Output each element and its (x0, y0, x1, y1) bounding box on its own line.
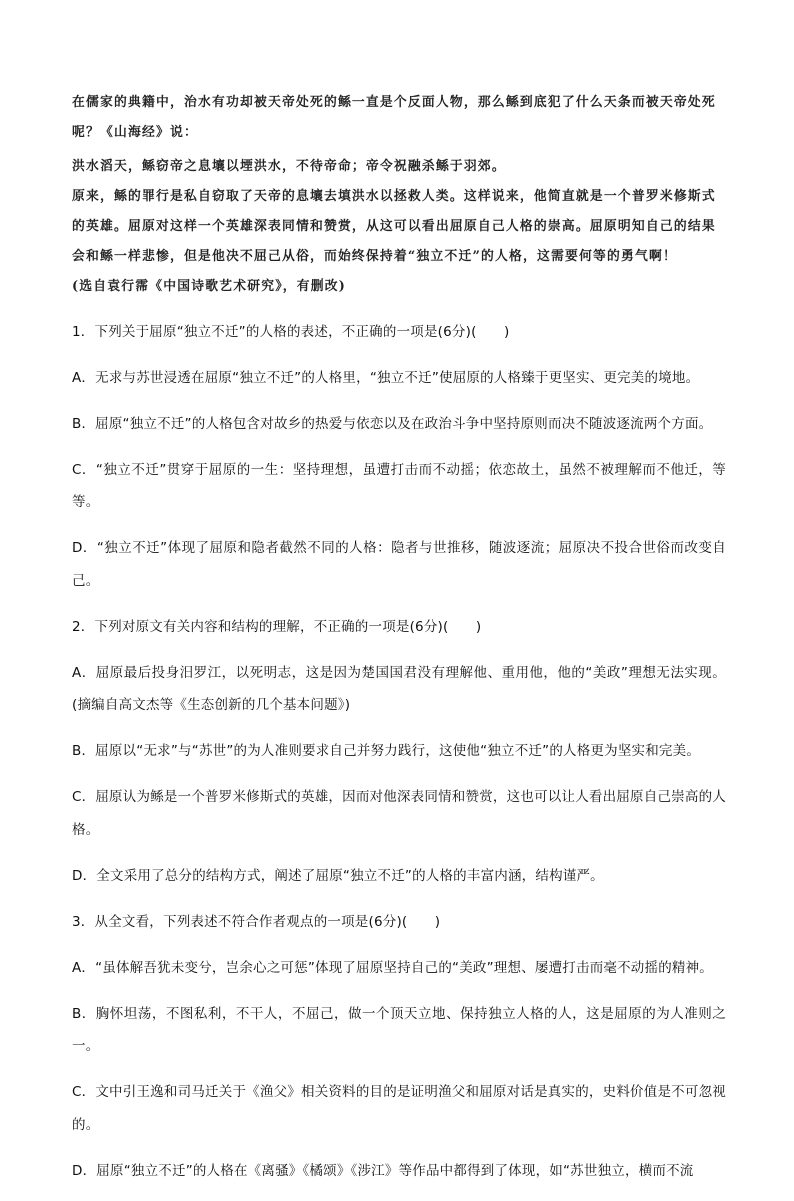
question-2 (72, 611, 726, 893)
question-stem: 3．从全文看，下列表述不符合作者观点的一项是(6分)( ) (72, 913, 441, 930)
question-3 (72, 906, 726, 1188)
question-stem: 1．下列关于屈原“独立不迁”的人格的表述，不正确的一项是(6分)( ) (72, 323, 510, 340)
option-b: B．屈原以“无求”与“苏世”的为人准则要求自己并努力践行，这使他“独立不迁”的人格更为坚实和完美。 (72, 743, 701, 759)
option-d: D．全文采用了总分的结构方式，阐述了屈原“独立不迁”的人格的丰富内涵，结构谨严。 (72, 867, 604, 884)
passage-paragraph: 原来，鲧的罪行是私自窃取了天帝的息壤去填洪水以拯救人类。这样说来，他简直就是一个普罗米修斯式的英雄。屈原对这样一个英雄深表同情和赞赏，从这可以看出屈原自己人格的崇高。屈原明知自己的结果会和鲧一样悲惨，但是他决不屈己从俗，而始终保持着“独立不迁”的人格，这需要何等的勇气啊！ (72, 189, 716, 264)
option-b: B．屈原“独立不迁”的人格包含对故乡的热爱与依恋以及在政治斗争中坚持原则而决不随波逐流两个方面。 (72, 415, 713, 432)
option-c: C．屈原认为鲧是一个普罗米修斯式的英雄，因而对他深表同情和赞赏，这也可以让人看出屈原自己崇高的人格。 (72, 789, 726, 838)
document-page (72, 88, 726, 1201)
option-c: C．“独立不迁”贯穿于屈原的一生：坚持理想，虽遭打击而不动摇；依恋故土，虽然不被理解而不他迁，等等。 (72, 461, 726, 510)
option-c: C．文中引王逸和司马迁关于《渔父》相关资料的目的是证明渔父和屈原对话是真实的，史料价值是不可忽视的。 (72, 1084, 726, 1133)
passage-quote: 洪水滔天，鲧窃帝之息壤以堙洪水，不待帝命；帝令祝融杀鲧于羽郊。 (72, 159, 506, 174)
option-a: A．屈原最后投身汨罗江，以死明志，这是因为楚国国君没有理解他、重用他，他的“美政”理想无法实现。(摘编自高文杰等《生态创新的几个基本问题》) (72, 664, 726, 713)
option-a: A．无求与苏世浸透在屈原“独立不迁”的人格里，“独立不迁”使屈原的人格臻于更坚实、更完美的境地。 (72, 369, 700, 386)
passage-paragraph: 在儒家的典籍中，治水有功却被天帝处死的鲧一直是个反面人物，那么鲧到底犯了什么天条而被天帝处死呢？《山海经》说： (72, 95, 716, 140)
passage-source: (选自袁行霈《中国诗歌艺术研究》，有删改) (72, 279, 347, 294)
question-1 (72, 316, 726, 598)
option-d: D．屈原“独立不迁”的人格在《离骚》《橘颂》《涉江》等作品中都得到了体现，如“苏世独立，横而不流 (72, 1162, 694, 1179)
option-a: A．“虽体解吾犹未变兮，岂余心之可惩”体现了屈原坚持自己的“美政”理想、屡遭打击而毫不动摇的精神。 (72, 959, 714, 976)
question-stem: 2．下列对原文有关内容和结构的理解，不正确的一项是(6分)( ) (72, 618, 482, 635)
option-d: D．“独立不迁”体现了屈原和隐者截然不同的人格：隐者与世推移，随波逐流；屈原决不投合世俗而改变自己。 (72, 540, 726, 589)
option-b: B．胸怀坦荡，不图私利，不干人，不屈己，做一个顶天立地、保持独立人格的人，这是屈原的为人准则之一。 (72, 1005, 726, 1054)
